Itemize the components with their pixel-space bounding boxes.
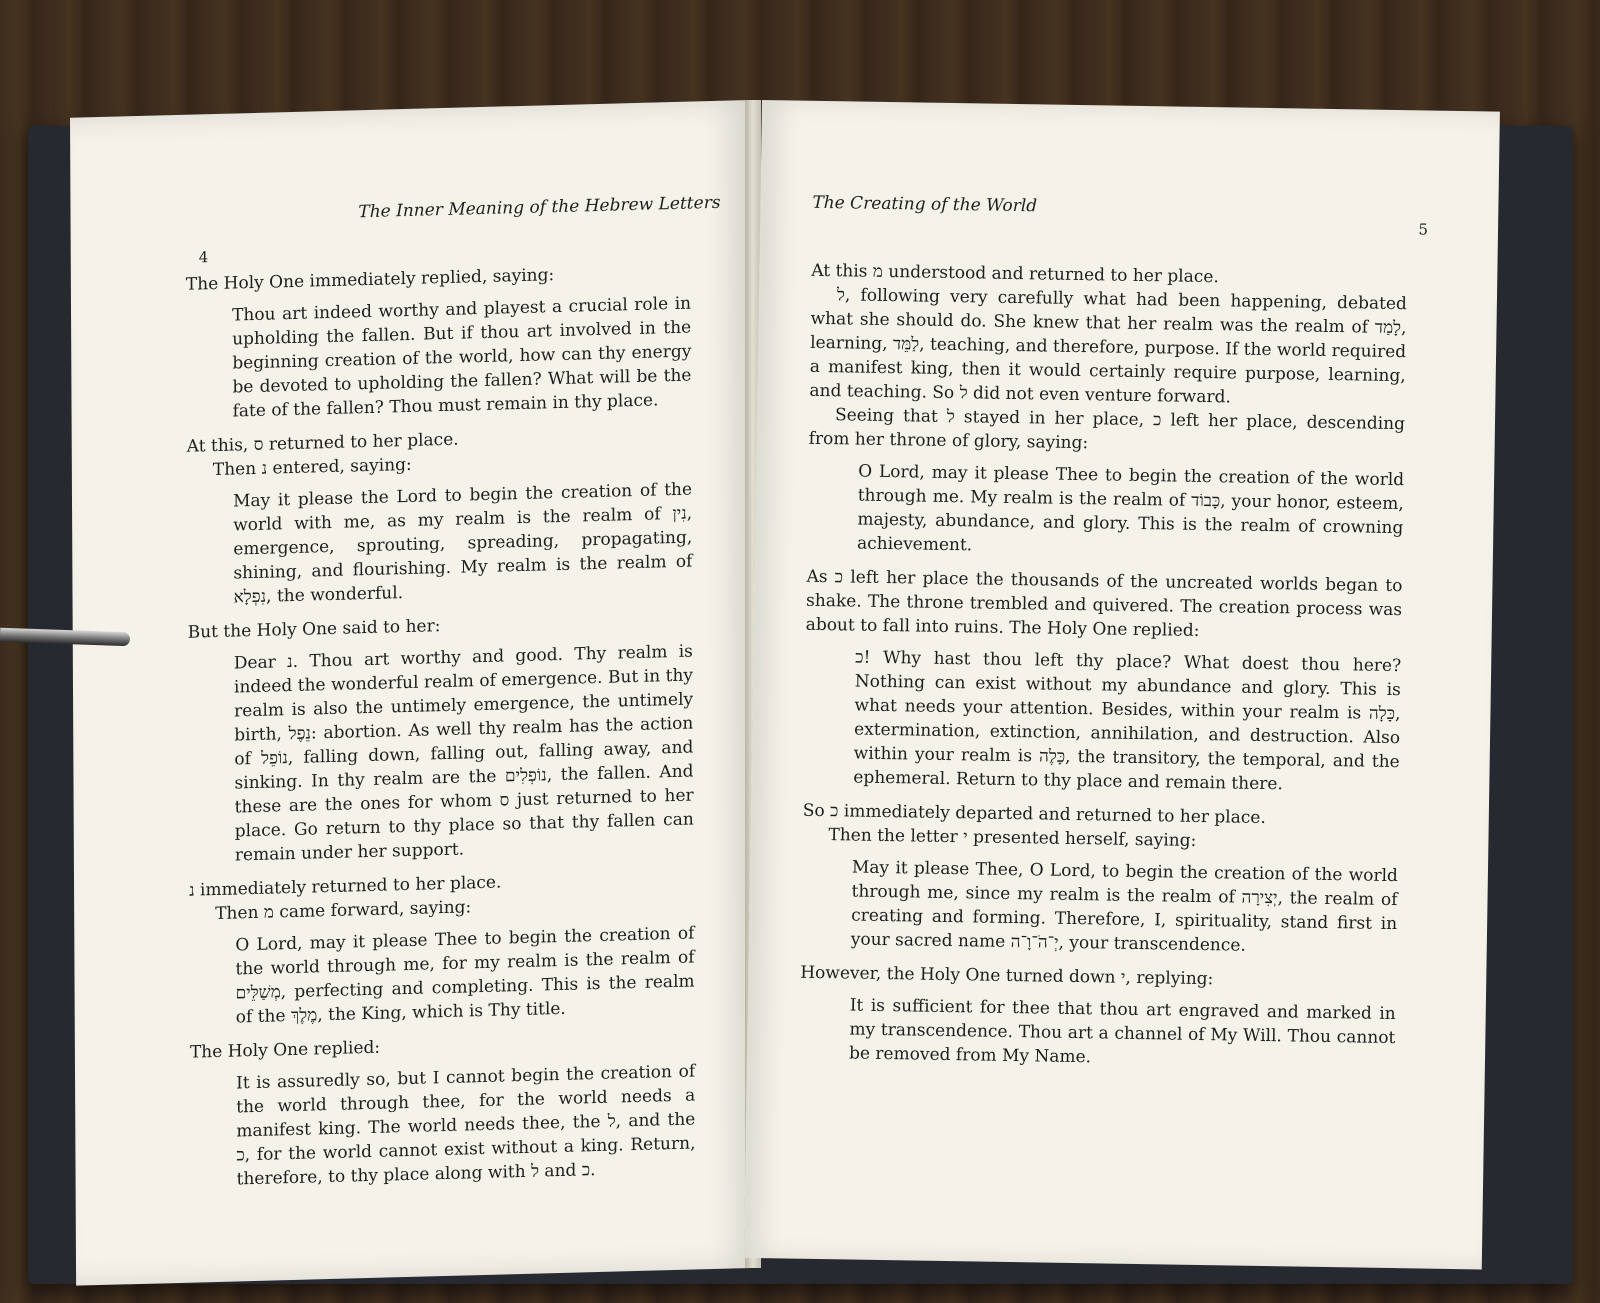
page-number: 4: [198, 248, 209, 267]
page-body: [186, 252, 696, 1203]
paragraph: Then מ came forward, saying:: [215, 897, 472, 925]
quotation: It is assuredly so, but I cannot begin the creation of the world through thee, for the world needs a manifest king. The world needs thee, the ל, and the כ, for the world cannot exist without a king. Return, therefore, to thy place along with ל and כ.: [236, 1061, 696, 1190]
page-number: 5: [1418, 220, 1429, 239]
paragraph: So כ immediately departed and returned to her place.: [802, 800, 1266, 829]
quotation: It is sufficient for thee that thou art engraved and marked in my transcendence. Thou art a channel of My Will. Thou cannot be removed from My Name.: [848, 995, 1396, 1068]
paragraph: At this מ understood and returned to her place.: [811, 260, 1219, 288]
paragraph: As כ left her place the thousands of the uncreated worlds began to shake. The throne trembled and quivered. The creation process was about to fall into ruins. The Holy One replied:: [805, 566, 1403, 641]
quotation: כ! Why hast thou left thy place? What doest thou here? Nothing can exist without my abundance and glory. This is what needs your attention. Besides, within your realm is כָּלָה, extermination, extinction, annihilation, and destruction. Also within your realm is כָּלֶה, the transitory, the temporal, and the ephemeral. Return to thy place and remain there.: [853, 647, 1402, 795]
paragraph: Seeing that ל stayed in her place, כ left her place, descending from her throne of glory, saying:: [808, 405, 1406, 454]
quotation: May it please the Lord to begin the creation of the world with me, as my realm is the realm of נִין, emergence, sprouting, spreading, propagating, shining, and flourishing. My realm is the realm of נִפְלָא, the wonderful.: [232, 479, 693, 608]
paragraph: However, the Holy One turned down י, replying:: [800, 962, 1214, 990]
running-head: The Inner Meaning of the Hebrew Letters: [358, 192, 721, 223]
paragraph: ל, following very carefully what had been happening, debated what she should do. She knew that her realm was the realm of לָמַד, learning, לַמֵּד, teaching, and therefore, purpose. If the world required a manifest king, then it would certainly require purpose, learning, and teaching. So ל did not even venture forward.: [809, 285, 1408, 408]
paragraph: Then נ entered, saying:: [212, 454, 412, 481]
page-body: [799, 251, 1408, 1084]
quotation: May it please Thee, O Lord, to begin the creation of the world through me, since my realm is the realm of יְצִירָה, the realm of creating and forming. Therefore, I, spirituality, stand first in your sacred name יְ־הֹ־וָ־ה, your transcendence.: [850, 857, 1399, 956]
paragraph: Then the letter י presented herself, saying:: [828, 825, 1197, 851]
paragraph: But the Holy One said to her:: [187, 616, 441, 643]
quotation: O Lord, may it please Thee to begin the creation of the world through me, for my realm is the realm of מְשַׁלֵּים, perfecting and completing. This is the realm of the מֶלֶךְ, the King, which is Thy title.: [235, 923, 695, 1028]
paragraph: נ immediately returned to her place.: [189, 872, 502, 901]
quotation: Thou art indeed worthy and playest a crucial role in upholding the fallen. But if thou art involved in the beginning creation of the world, how can thy energy be devoted to upholding the fallen? What will be the fate of the fallen? Thou must remain in thy place.: [232, 293, 692, 422]
quotation: Dear נ. Thou art worthy and good. Thy realm is indeed the wonderful realm of emergence. But in thy realm is also the untimely emergence, the untimely birth, נֵפֶל: abortion. As well thy realm has the action of נוֹפֵל, falling down, falling out, falling away, and sinking. In thy realm are the נוֹפְלִים, the fallen. And these are the ones for whom ס just returned to her place. Go return to thy place so that thy fallen can remain under her support.: [233, 641, 694, 866]
left-page: [70, 100, 756, 1286]
running-head: The Creating of the World: [812, 192, 1038, 217]
paragraph: The Holy One immediately replied, saying:: [185, 265, 555, 295]
paragraph: The Holy One replied:: [189, 1037, 381, 1063]
right-page: [744, 100, 1500, 1269]
quotation: O Lord, may it please Thee to begin the creation of the world through me. My realm is the realm of כָּבוֹד, your honor, esteem, majesty, abundance, and glory. This is the realm of crowning achievement.: [856, 461, 1405, 556]
paragraph: At this, ס returned to her place.: [186, 429, 459, 457]
